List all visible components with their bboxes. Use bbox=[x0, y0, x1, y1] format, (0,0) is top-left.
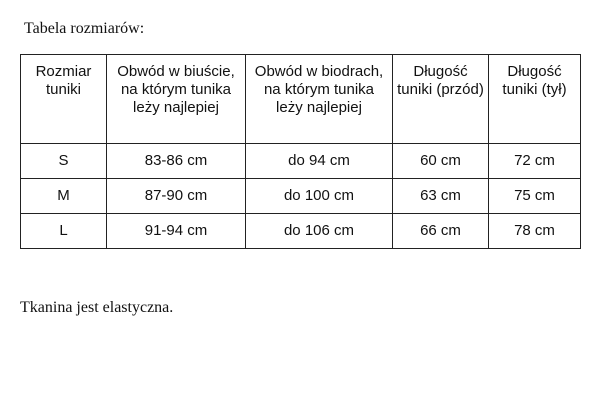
header-hips: Obwód w biodrach, na którym tunika leży najlepiej bbox=[246, 55, 393, 144]
cell-length-front: 63 cm bbox=[393, 179, 489, 214]
cell-length-front: 60 cm bbox=[393, 144, 489, 179]
cell-bust: 87-90 cm bbox=[107, 179, 246, 214]
table-row bbox=[21, 144, 581, 179]
table-caption: Tabela rozmiarów: bbox=[24, 20, 145, 37]
table-header-row bbox=[21, 55, 581, 144]
header-length-front: Długość tuniki (przód) bbox=[393, 55, 489, 144]
cell-hips: do 100 cm bbox=[246, 179, 393, 214]
table-row bbox=[21, 179, 581, 214]
fabric-note: Tkanina jest elastyczna. bbox=[20, 299, 174, 316]
cell-length-front: 66 cm bbox=[393, 214, 489, 249]
cell-bust: 91-94 cm bbox=[107, 214, 246, 249]
cell-length-back: 78 cm bbox=[489, 214, 581, 249]
cell-length-back: 72 cm bbox=[489, 144, 581, 179]
header-size: Rozmiar tuniki bbox=[21, 55, 107, 144]
cell-size: S bbox=[21, 144, 107, 179]
cell-length-back: 75 cm bbox=[489, 179, 581, 214]
cell-size: M bbox=[21, 179, 107, 214]
cell-hips: do 94 cm bbox=[246, 144, 393, 179]
header-length-back: Długość tuniki (tył) bbox=[489, 55, 581, 144]
cell-hips: do 106 cm bbox=[246, 214, 393, 249]
size-chart-table bbox=[20, 54, 581, 249]
header-bust: Obwód w biuście, na którym tunika leży najlepiej bbox=[107, 55, 246, 144]
table-row bbox=[21, 214, 581, 249]
cell-bust: 83-86 cm bbox=[107, 144, 246, 179]
cell-size: L bbox=[21, 214, 107, 249]
